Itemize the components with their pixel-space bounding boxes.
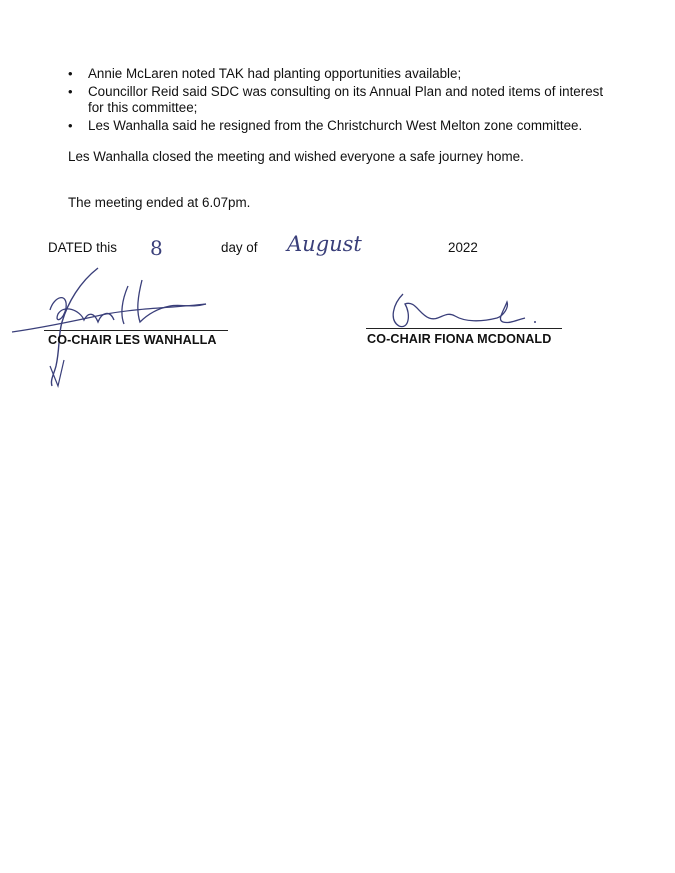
bullet-marker: •	[68, 83, 73, 99]
bullet-list	[66, 66, 606, 135]
dated-label: DATED this	[48, 240, 117, 255]
meeting-end-paragraph: The meeting ended at 6.07pm.	[68, 195, 251, 210]
closing-paragraph: Les Wanhalla closed the meeting and wished everyone a safe journey home.	[68, 149, 524, 164]
list-item-text: Councillor Reid said SDC was consulting on its Annual Plan and noted items of interest for this committee;	[88, 83, 604, 115]
right-signatory-label: CO-CHAIR FIONA MCDONALD	[367, 332, 552, 346]
bullet-marker: •	[68, 66, 73, 81]
handwritten-month: August	[287, 232, 362, 256]
year-label: 2022	[448, 240, 478, 255]
right-signature	[385, 284, 555, 334]
left-signatory-label: CO-CHAIR LES WANHALLA	[48, 333, 217, 347]
list-item	[66, 66, 606, 83]
bullet-marker: •	[68, 117, 73, 133]
day-of-label: day of	[221, 240, 258, 255]
list-item-text: Annie McLaren noted TAK had planting opportunities available;	[88, 66, 462, 81]
handwritten-day: 8	[150, 236, 163, 260]
left-signature	[10, 262, 220, 392]
list-item	[66, 118, 606, 135]
list-item	[66, 84, 606, 117]
list-item-text: Les Wanhalla said he resigned from the Christchurch West Melton zone committee.	[88, 117, 583, 133]
